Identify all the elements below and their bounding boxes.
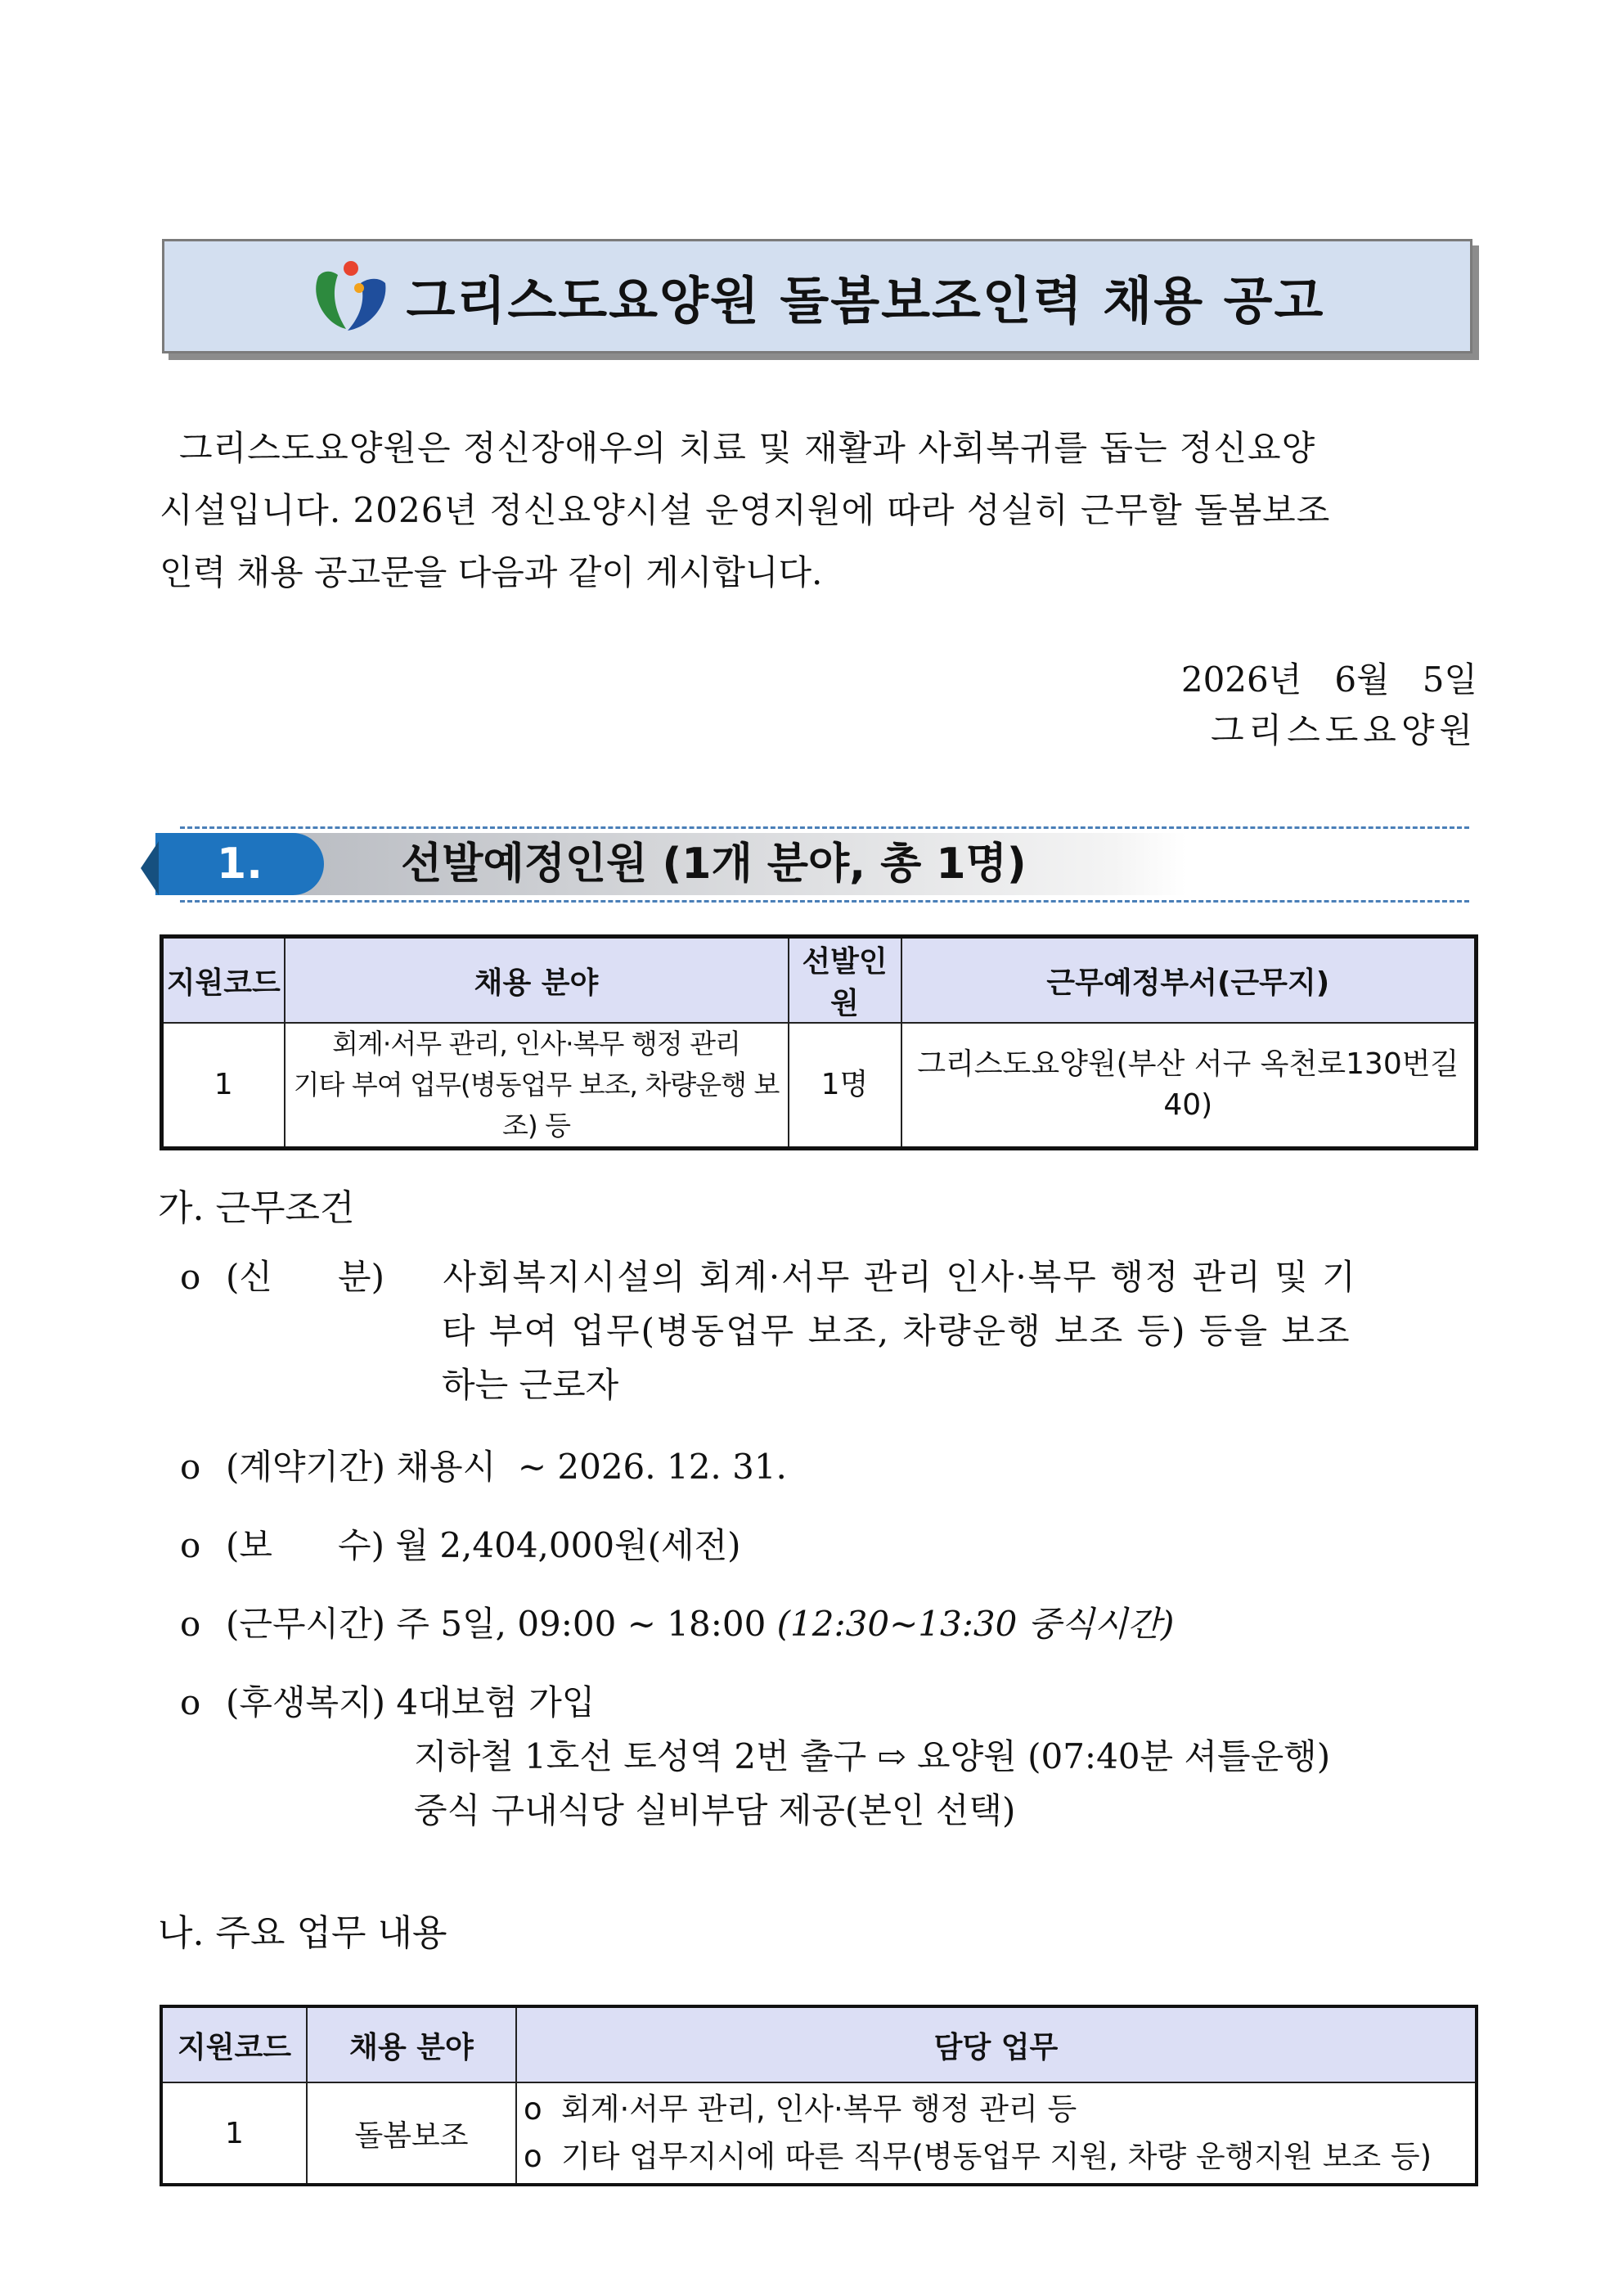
intro-line-1: 그리스도요양원은 정신장애우의 치료 및 재활과 사회복귀를 돕는 정신요양 (179, 428, 1316, 468)
duties-heading: 나. 주요 업무 내용 (158, 1912, 447, 1954)
section-divider-top (180, 826, 1469, 829)
header-code: 지원코드 (162, 937, 285, 1024)
recruitment-table (160, 934, 1478, 1150)
field-line-2: 기타 부여 업무(병동업무 보조, 차량운행 보조) 등 (293, 1069, 780, 1141)
section-number: 1. (155, 833, 324, 895)
pay-label: (보 수) (226, 1525, 385, 1565)
intro-line-2: 시설입니다. 2026년 정신요양시설 운영지원에 따라 성실히 근무할 돌봄보조 (160, 490, 1331, 530)
cell-code: 1 (161, 2082, 307, 2185)
cell-duties (516, 2082, 1477, 2185)
duties-table (160, 2005, 1478, 2186)
cell-field (285, 1023, 789, 1149)
table-row (162, 1023, 1477, 1149)
status-line-3: 하는 근로자 (442, 1365, 619, 1405)
header-field: 채용 분야 (307, 2006, 516, 2082)
contract-label: (계약기간) (226, 1447, 386, 1487)
pay-value: 월 2,404,000원(세전) (395, 1525, 741, 1565)
welfare-line-3: 중식 구내식당 실비부담 제공(본인 선택) (414, 1790, 1016, 1830)
status-line-1: 사회복지시설의 회계·서무 관리 인사·복무 행정 관리 및 기 (443, 1257, 1357, 1297)
condition-contract (180, 1440, 1481, 1494)
table-header-row (162, 937, 1477, 1024)
bullet: o (180, 1257, 201, 1297)
title-banner (162, 239, 1472, 353)
condition-pay (180, 1519, 1481, 1573)
header-duty: 담당 업무 (516, 2006, 1477, 2082)
welfare-line-2: 지하철 1호선 토성역 2번 출구 ⇨ 요양원 (07:40분 셔틀운행) (414, 1736, 1331, 1776)
conditions-heading: 가. 근무조건 (158, 1187, 355, 1229)
bullet: o (180, 1525, 201, 1565)
welfare-line-1: 4대보험 가입 (396, 1682, 596, 1722)
header-count: 선발인원 (789, 937, 901, 1024)
status-label: (신 분) (226, 1257, 385, 1297)
header-field: 채용 분야 (285, 937, 789, 1024)
cell-code: 1 (162, 1023, 285, 1149)
duty-text-1: 회계·서무 관리, 인사·복무 행정 관리 등 (561, 2091, 1077, 2127)
duty-item (524, 2086, 1475, 2133)
welfare-label: (후생복지) (226, 1682, 386, 1722)
condition-hours (180, 1597, 1481, 1651)
duty-text-2: 기타 업무지시에 따른 직무(병동업무 지원, 차량 운행지원 보조 등) (561, 2139, 1432, 2174)
bullet: o (180, 1682, 201, 1722)
cell-field: 돌봄보조 (307, 2082, 516, 2185)
condition-status (180, 1250, 1481, 1304)
section-divider-bottom (180, 900, 1469, 903)
table-row (161, 2082, 1477, 2185)
date-signature-block (1181, 655, 1477, 756)
intro-line-3: 인력 채용 공고문을 다음과 같이 게시합니다. (160, 552, 823, 592)
page-title: 그리스도요양원 돌봄보조인력 채용 공고 (406, 270, 1325, 331)
cell-count: 1명 (789, 1023, 901, 1149)
field-line-1: 회계·서무 관리, 인사·복무 행정 관리 (332, 1028, 740, 1060)
hours-value: 주 5일, 09:00 ~ 18:00 (396, 1604, 767, 1644)
issuer-name: 그리스도요양원 (1210, 710, 1477, 750)
table-header-row (161, 2006, 1477, 2082)
cell-dept: 그리스도요양원(부산 서구 옥천로130번길 40) (901, 1023, 1477, 1149)
contract-value: 채용시 ~ 2026. 12. 31. (396, 1447, 787, 1487)
bullet: o (524, 2139, 542, 2174)
bullet: o (180, 1447, 201, 1487)
announcement-date: 2026년 6월 5일 (1180, 660, 1477, 700)
section-title: 선발예정인원 (1개 분야, 총 1명) (401, 840, 1027, 889)
bullet: o (524, 2091, 542, 2127)
hours-label: (근무시간) (226, 1604, 386, 1644)
hours-note: (12:30~13:30 중식시간) (776, 1604, 1175, 1644)
intro-paragraph (160, 417, 1478, 604)
duty-item (524, 2133, 1475, 2181)
status-line-2: 타 부여 업무(병동업무 보조, 차량운행 보조 등) 등을 보조 (442, 1311, 1351, 1351)
header-dept: 근무예정부서(근무지) (901, 937, 1477, 1024)
bullet: o (180, 1604, 201, 1644)
condition-welfare (180, 1676, 1481, 1730)
care-home-logo-icon (310, 260, 389, 332)
header-code: 지원코드 (161, 2006, 307, 2082)
